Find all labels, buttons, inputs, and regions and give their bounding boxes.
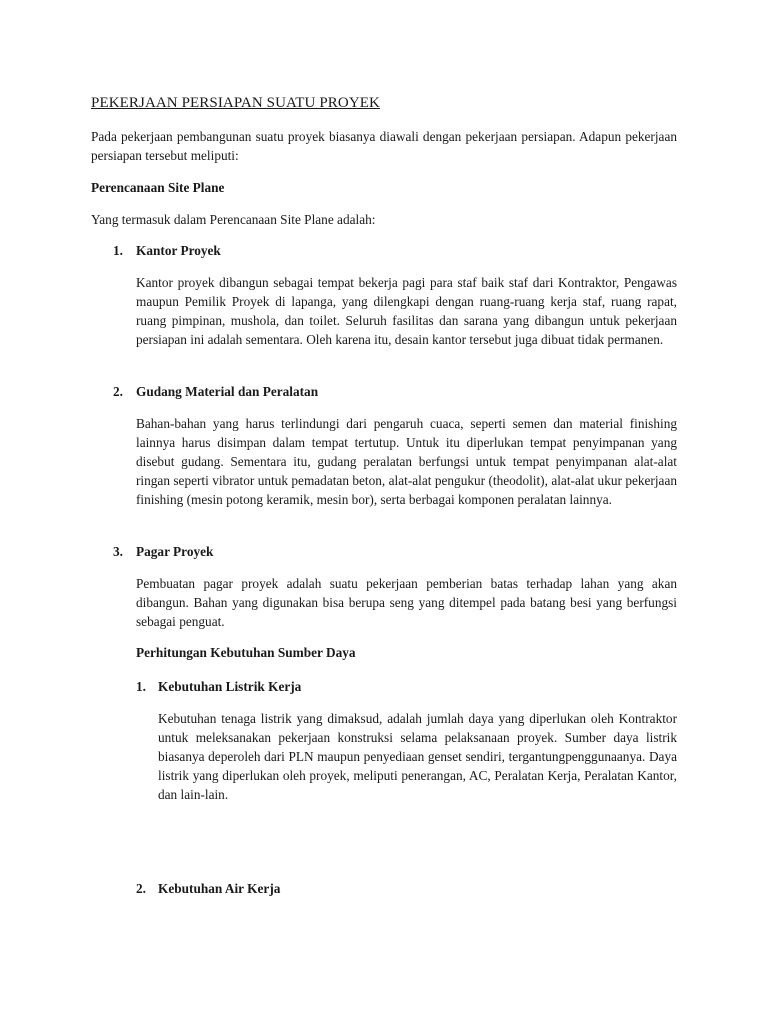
item-body-listrik: Kebutuhan tenaga listrik yang dimaksud, adalah jumlah daya yang diperlukan oleh Kontraktor untuk meleksanakan pekerjaan konstruksi selama pelaksanaan proyek. Sumber daya listrik biasanya deperoleh dari PLN maupun penyediaan genset sendiri, tergantungpenggunaanya. Daya listrik yang diperlukan oleh proyek, meliputi penerangan, AC, Peralatan Kerja, Peralatan Kantor, dan lain-lain. (158, 711, 677, 802)
item-heading-pagar-proyek: Pagar Proyek (136, 544, 214, 559)
item-heading-listrik: Kebutuhan Listrik Kerja (158, 679, 302, 694)
item-heading-air-kerja: Kebutuhan Air Kerja (158, 881, 281, 896)
item-heading-kantor-proyek: Kantor Proyek (136, 243, 221, 258)
item-body-gudang: Bahan-bahan yang harus terlindungi dari pengaruh cuaca, seperti semen dan material finishing lainnya harus disimpan dalam tempat tertutup. Untuk itu diperlukan tempat penyimpanan yang disebut gudang. Sementara itu, gudang peralatan berfungsi untuk tempat penyimpanan alat-alat ringan seperti vibrator untuk pemadatan beton, alat-alat pengukur (theodolit), alat-alat ukur pekerjaan finishing (mesin potong keramik, mesin bor), serta berbagai komponen peralatan lainnya. (136, 416, 677, 507)
item-heading-gudang: Gudang Material dan Peralatan (136, 384, 319, 399)
section-lead: Yang termasuk dalam Perencanaan Site Plane adalah: (91, 212, 376, 227)
item-body-kantor-proyek: Kantor proyek dibangun sebagai tempat bekerja pagi para staf baik staf dari Kontraktor, Pengawas maupun Pemilik Proyek di lapanga, yang dilengkapi dengan ruang-ruang kerja staf, ruang rapat, ruang pimpinan, mushola, dan toilet. Seluruh fasilitas dan sarana yang dibangun untuk pekerjaan persiapan ini adalah sementara. Oleh karena itu, desain kantor tersebut juga dibuat tidak permanen. (136, 275, 677, 347)
list-number: 3. (113, 544, 123, 559)
list-number: 2. (136, 881, 146, 896)
section-heading-site-plane: Perencanaan Site Plane (91, 180, 225, 195)
document-title: PEKERJAAN PERSIAPAN SUATU PROYEK (91, 95, 380, 111)
list-number: 1. (113, 243, 123, 258)
intro-paragraph: Pada pekerjaan pembangunan suatu proyek biasanya diawali dengan pekerjaan persiapan. Adapun pekerjaan persiapan tersebut meliputi: (91, 129, 677, 163)
item-body-pagar-proyek: Pembuatan pagar proyek adalah suatu pekerjaan pemberian batas terhadap lahan yang akan dibangun. Bahan yang digunakan bisa berupa seng yang ditempel pada batang besi yang berfungsi sebagai penguat. (136, 576, 677, 629)
list-number: 1. (136, 679, 146, 694)
list-number: 2. (113, 384, 123, 399)
section-heading-sumber-daya: Perhitungan Kebutuhan Sumber Daya (136, 645, 356, 660)
